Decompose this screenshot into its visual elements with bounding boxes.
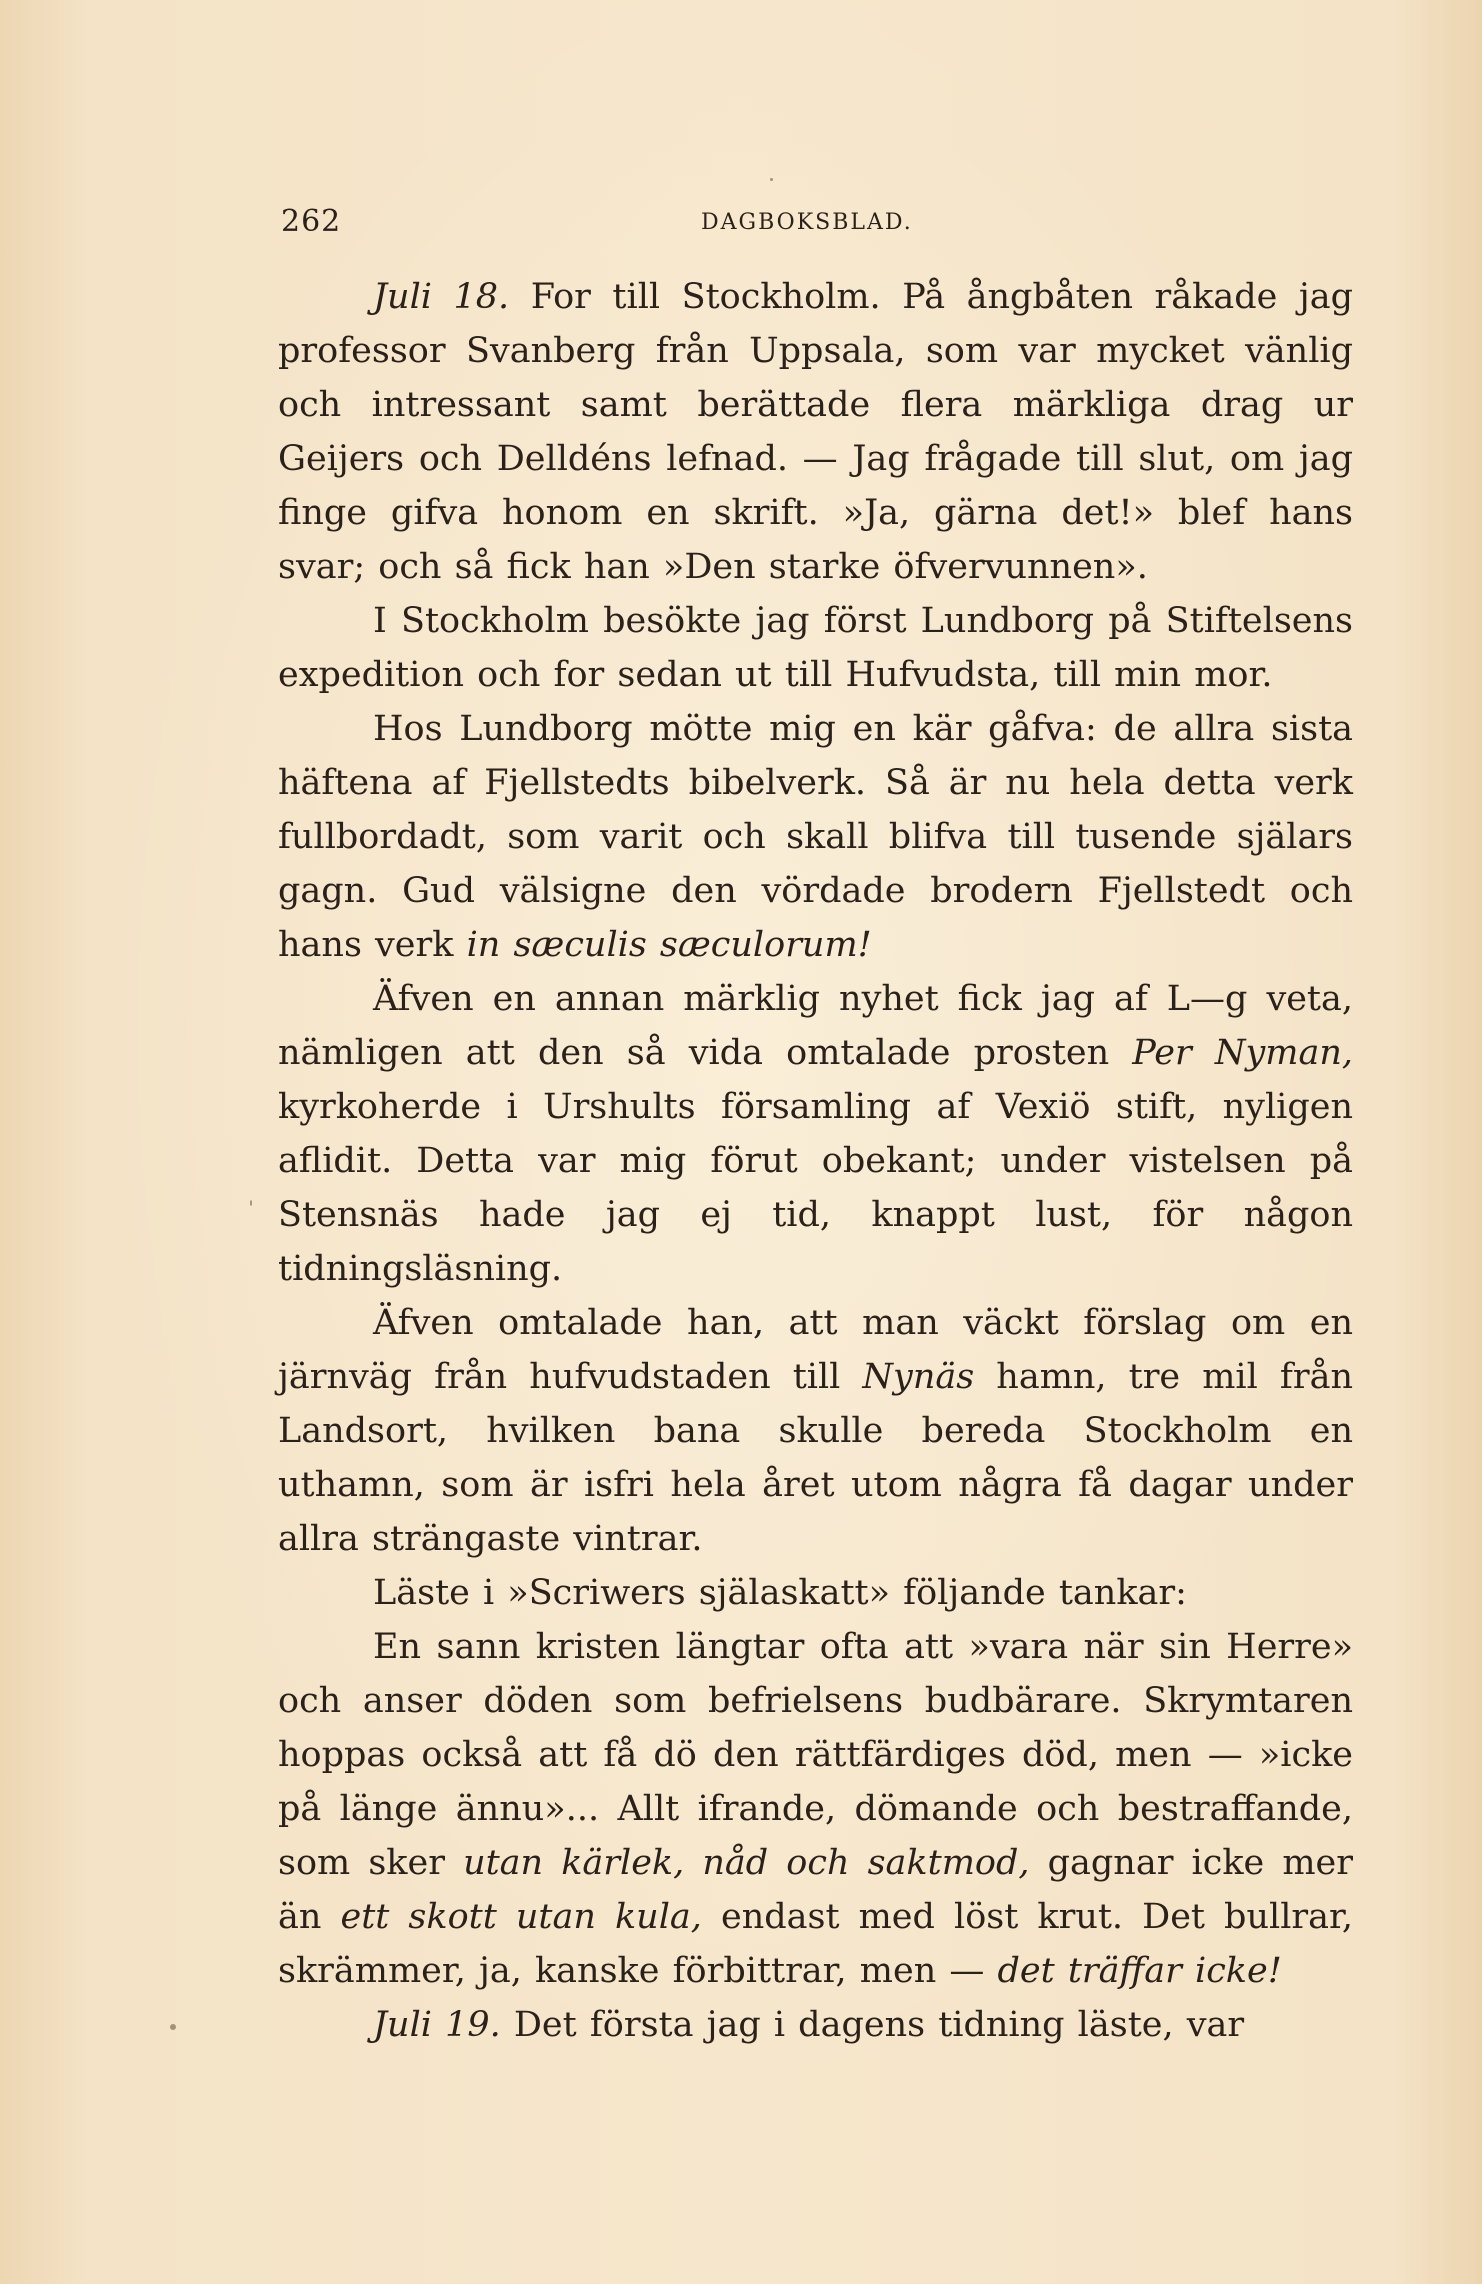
paragraph-text: Läste i »Scriwers själaskatt» följande tankar:: [373, 1573, 1187, 1613]
paragraph-juli-18: [278, 270, 1353, 594]
body-text: [278, 270, 1353, 2052]
paragraph-text: Hos Lundborg mötte mig en kär gåfva: de allra sista häftena af Fjellstedts bibelverk. Så är nu hela detta verk fullbordadt, som varit och skall blifva till tusende själars gagn. Gud välsigne den vördade brodern Fjellstedt och hans verk: [278, 709, 1353, 965]
paper-speck: [250, 1200, 252, 1206]
paper-speck: [170, 2024, 176, 2030]
running-title: DAGBOKSBLAD.: [701, 210, 913, 235]
date-heading: Juli 18.: [373, 277, 510, 317]
paragraph-kristen: [278, 1620, 1353, 1998]
paragraph-scriwer: [278, 1566, 1353, 1620]
page-number: 262: [281, 204, 342, 239]
date-heading: Juli 19.: [373, 2005, 501, 2045]
italic-emphasis: det träffar icke!: [997, 1951, 1282, 1991]
italic-emphasis: ett skott utan kula,: [340, 1897, 702, 1937]
paragraph-text: hamn, tre mil från Landsort, hvilken bana skulle bereda Stockholm en uthamn, som är isfri hela året utom några få dagar under allra strängaste vintrar.: [278, 1357, 1353, 1559]
paragraph-text: For till Stockholm. På ångbåten råkade jag professor Svanberg från Uppsala, som var mycket vänlig och intressant samt berättade flera märkliga drag ur Geijers och Delldéns lefnad. — Jag frågade till slut, om jag finge gifva honom en skrift. »Ja, gärna det!» blef hans svar; och så fick han »Den starke öfvervunnen».: [278, 277, 1354, 587]
paragraph-text: endast med löst krut. Det bullrar, skrämmer, ja, kanske förbittrar, men —: [278, 1897, 1353, 1991]
paragraph-text: Äfven omtalade han, att man väckt förslag om en järnväg från hufvudstaden till: [278, 1303, 1353, 1397]
italic-emphasis: utan kärlek, nåd och saktmod,: [463, 1843, 1030, 1883]
paper-speck: [770, 178, 773, 181]
paragraph-jarnvag: [278, 1296, 1353, 1566]
paragraph-text: kyrkoherde i Urshults församling af Vexiö stift, nyligen aflidit. Detta var mig förut obekant; under vistelsen på Stensnäs hade jag ej tid, knappt lust, för någon tidningsläsning.: [278, 1087, 1353, 1289]
paragraph-lundborg: [278, 702, 1353, 972]
italic-name: Per Nyman,: [1132, 1033, 1353, 1073]
paragraph-stockholm: [278, 594, 1353, 702]
paragraph-text: I Stockholm besökte jag först Lundborg på Stiftelsens expedition och for sedan ut till Hufvudsta, till min mor.: [278, 601, 1353, 695]
italic-place: Nynäs: [862, 1357, 975, 1397]
paragraph-text: Det första jag i dagens tidning läste, var: [500, 2005, 1245, 2045]
page-header: [281, 204, 1351, 244]
paragraph-juli-19: [278, 1998, 1353, 2052]
paragraph-text: Äfven en annan märklig nyhet fick jag af L—g veta, nämligen att den så vida omtalade prosten: [278, 979, 1353, 1073]
italic-latin-phrase: in sæculis sæculorum!: [466, 925, 872, 965]
paragraph-nyman: [278, 972, 1353, 1296]
paragraph-text: En sann kristen längtar ofta att »vara när sin Herre» och anser döden som befrielsens budbärare. Skrymtaren hoppas också att få dö den rättfärdiges död, men — »icke på länge ännu»... Allt ifrande, dömande och bestraffande, som sker: [278, 1627, 1353, 1883]
paragraph-text: gagnar icke mer än: [278, 1843, 1353, 1937]
